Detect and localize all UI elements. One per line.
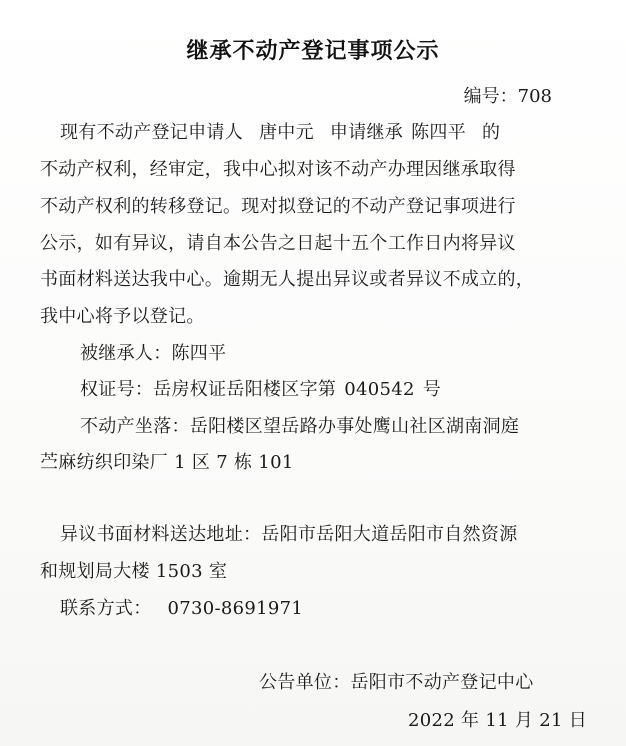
intro-middle: 申请继承 xyxy=(329,122,404,143)
body-line-1: 不动产权利，经审定，我中心拟对该不动产办理因继承取得 xyxy=(40,159,516,180)
body-line-5: 我中心将予以登记。 xyxy=(40,306,205,327)
decedent-line: 被继承人：陈四平 xyxy=(80,343,227,364)
objection-address-line-2: 和规划局大楼 1503 室 xyxy=(40,561,228,582)
issuer-line: 公告单位：岳阳市不动产登记中心 xyxy=(259,672,534,693)
cert-label: 权证号：岳房权证岳阳楼区字第 xyxy=(80,379,337,400)
serial-number-line xyxy=(464,82,552,108)
contact-line xyxy=(60,594,303,620)
serial-number: 708 xyxy=(517,86,552,107)
cert-number: 040542 xyxy=(344,379,415,400)
document-title: 继承不动产登记事项公示 xyxy=(186,39,440,64)
contact-phone: 0730-8691971 xyxy=(167,598,304,619)
intro-prefix: 现有不动产登记申请人 xyxy=(60,122,243,143)
contact-label: 联系方式： xyxy=(60,598,152,619)
cert-suffix: 号 xyxy=(422,379,442,400)
date-line: 2022 年 11 月 21 日 xyxy=(408,710,588,731)
body-line-2: 不动产权利的转移登记。现对拟登记的不动产登记事项进行 xyxy=(40,196,516,217)
body-line-4: 书面材料送达我中心。逾期无人提出异议或者异议不成立的， xyxy=(40,269,535,290)
body-line-3: 公示，如有异议，请自本公告之日起十五个工作日内将异议 xyxy=(40,233,516,254)
intro-line xyxy=(60,118,500,144)
location-line-1: 不动产坐落：岳阳楼区望岳路办事处鹰山社区湖南洞庭 xyxy=(80,416,520,437)
serial-label: 编号： xyxy=(463,86,518,107)
decedent-name: 陈四平 xyxy=(411,122,467,143)
applicant-name: 唐中元 xyxy=(259,122,314,143)
objection-address-line-1: 异议书面材料送达地址：岳阳市岳阳大道岳阳市自然资源 xyxy=(60,524,518,545)
certificate-line xyxy=(80,375,441,401)
location-line-2: 苎麻纺织印染厂 1 区 7 栋 101 xyxy=(40,452,294,473)
intro-suffix: 的 xyxy=(482,122,501,143)
